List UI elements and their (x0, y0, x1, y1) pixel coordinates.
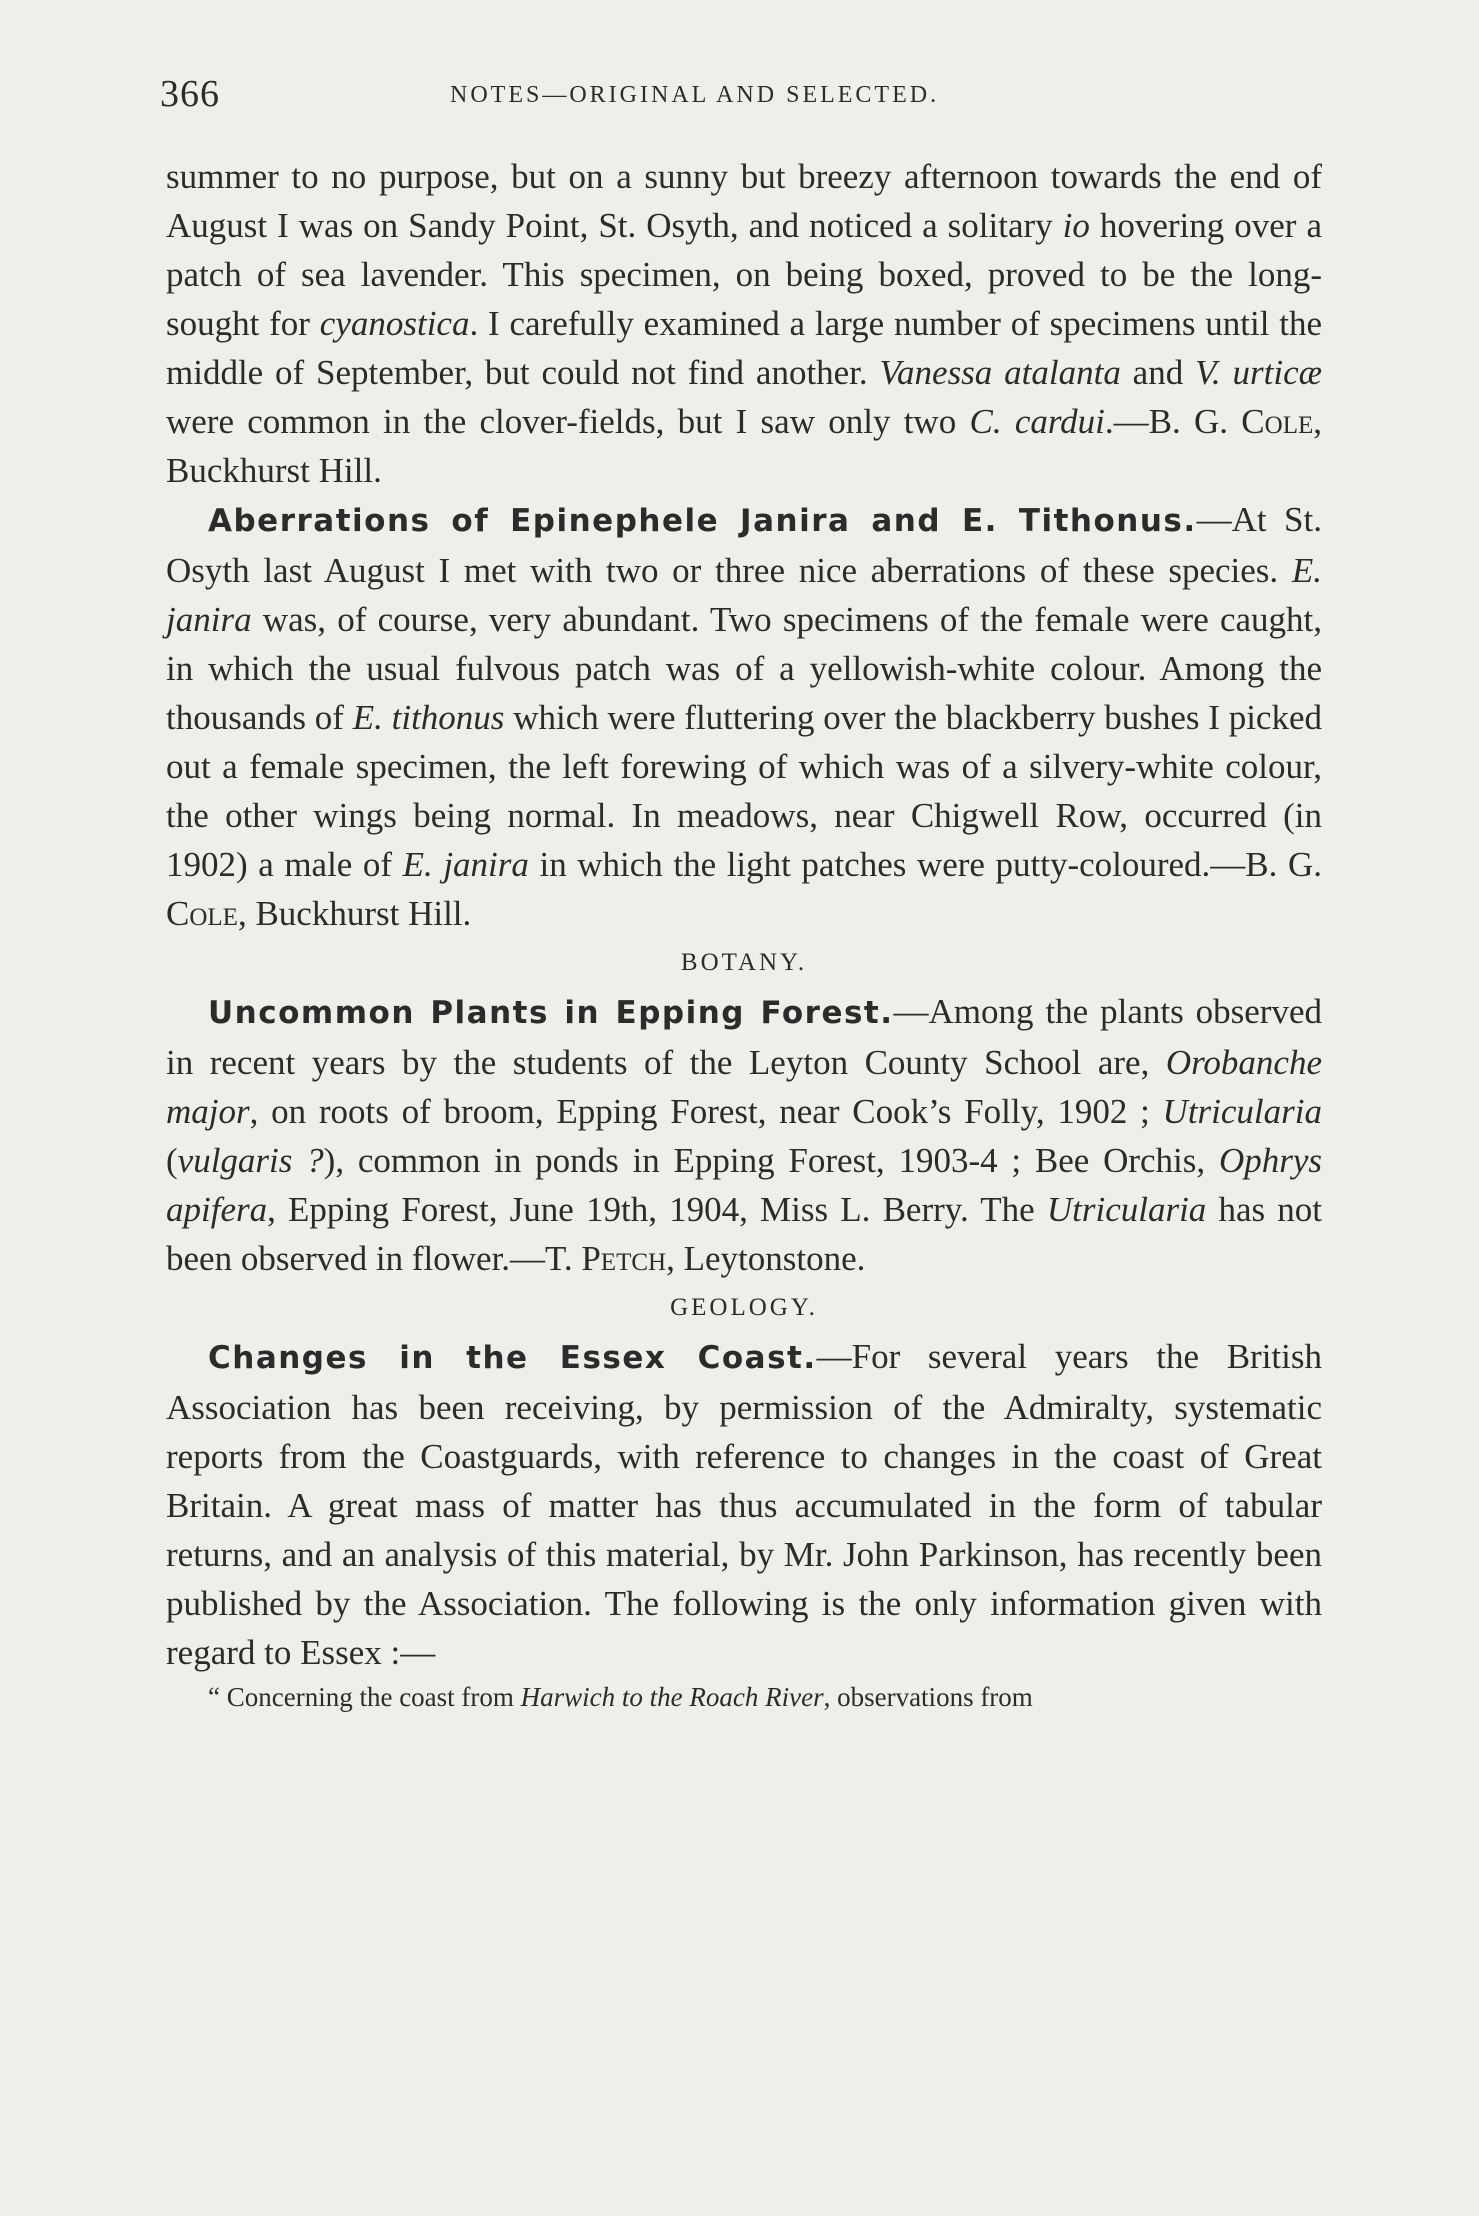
text-run: —For several years the British Association has been receiving, by permission of the Admiralty, systematic reports from the Coastguards, with reference to changes in the coast of Great Britain. A great mass of matter has thus accumulated in the form of tabular returns, and an analysis of this material, by Mr. John Parkinson, has recently been published by the Association. The following is the only information given with regard to Essex :— (166, 1337, 1322, 1672)
text-run: were common in the clover-fields, but I saw only two (166, 402, 970, 441)
botany-paragraph (166, 987, 1322, 1283)
section-title-geology: GEOLOGY. (670, 1294, 818, 1321)
text-run: , Epping Forest, June 19th, 1904, Miss L. Berry. The (267, 1190, 1047, 1229)
text-run: .—B. G. (1104, 402, 1242, 441)
note-heading: Uncommon Plants in Epping Forest. (208, 995, 894, 1031)
species-name: C. cardui (969, 402, 1105, 441)
species-name: Orobanche major (166, 1043, 1322, 1131)
text-run: —At St. Osyth last August I met with two or three nice aberrations of these species. (166, 500, 1322, 590)
text-run: , Buckhurst Hill. (166, 402, 1322, 490)
species-name: Vanessa atalanta (879, 353, 1121, 392)
text-run: was, of course, very abundant. Two specimens of the female were caught, in which the usual fulvous patch was of a yellowish-white colour. Among the thousands of (166, 600, 1322, 737)
species-name: io (1062, 206, 1090, 245)
place-name: Harwich to the Roach River (520, 1682, 824, 1712)
text-run: in which the light patches were putty-coloured.—B. G. (528, 845, 1322, 884)
species-name: V. urticæ (1195, 353, 1322, 392)
species-name: Ophrys apifera (166, 1141, 1322, 1229)
text-run: , observations from (823, 1682, 1033, 1712)
page-number: 366 (160, 73, 220, 115)
text-run: , on roots of broom, Epping Forest, near Cook’s Folly, 1902 ; (249, 1092, 1163, 1131)
text-run: ( (166, 1141, 178, 1180)
text-run: , Leytonstone. (666, 1239, 866, 1278)
page-header (160, 72, 1320, 122)
continuation-paragraph (166, 152, 1322, 495)
text-run: and (1120, 353, 1196, 392)
author-name: Cole (1241, 402, 1314, 441)
text-run: , Buckhurst Hill. (237, 894, 472, 933)
text-run: ), common in ponds in Epping Forest, 1903-4 ; Bee Orchis, (323, 1141, 1219, 1180)
species-name: Utricularia (1046, 1190, 1207, 1229)
geology-paragraph (166, 1332, 1322, 1677)
author-name: Cole (166, 894, 238, 933)
species-name: vulgaris ? (177, 1141, 324, 1180)
author-name: Petch (581, 1239, 667, 1278)
note-heading: Changes in the Essex Coast. (208, 1340, 817, 1376)
species-name: E. tithonus (352, 698, 505, 737)
text-run: —Among the plants observed in recent years by the students of the Leyton County School are, (166, 992, 1322, 1082)
text-run: which were fluttering over the blackberry bushes I picked out a female specimen, the left forewing of which was of a silvery-white colour, the other wings being normal. In meadows, near Chigwell Row, occurred (in 1902) a male of (166, 698, 1322, 884)
section-title-botany: BOTANY. (680, 949, 808, 976)
body-text (166, 152, 1322, 1717)
species-name: E. janira (166, 551, 1322, 639)
text-run: . I carefully examined a large number of specimens until the middle of September, but could not find another. (166, 304, 1323, 392)
quotation (166, 1677, 1322, 1717)
species-name: E. janira (402, 845, 529, 884)
text-run: summer to no purpose, but on a sunny but breezy afternoon towards the end of August I was on Sandy Point, St. Osyth, and noticed a solitary (166, 157, 1322, 245)
species-name: cyanostica (319, 304, 470, 343)
text-run: hovering over a patch of sea lavender. This specimen, on being boxed, proved to be the long-sought for (166, 206, 1322, 343)
text-run: has not been observed in flower.—T. (166, 1190, 1322, 1278)
running-head: NOTES—ORIGINAL AND SELECTED. (450, 82, 940, 108)
aberrations-paragraph (166, 495, 1322, 938)
species-name: Utricularia (1162, 1092, 1322, 1131)
text-run: “ Concerning the coast from (208, 1682, 521, 1712)
note-heading: Aberrations of Epinephele Janira and E. Tithonus. (208, 503, 1197, 539)
